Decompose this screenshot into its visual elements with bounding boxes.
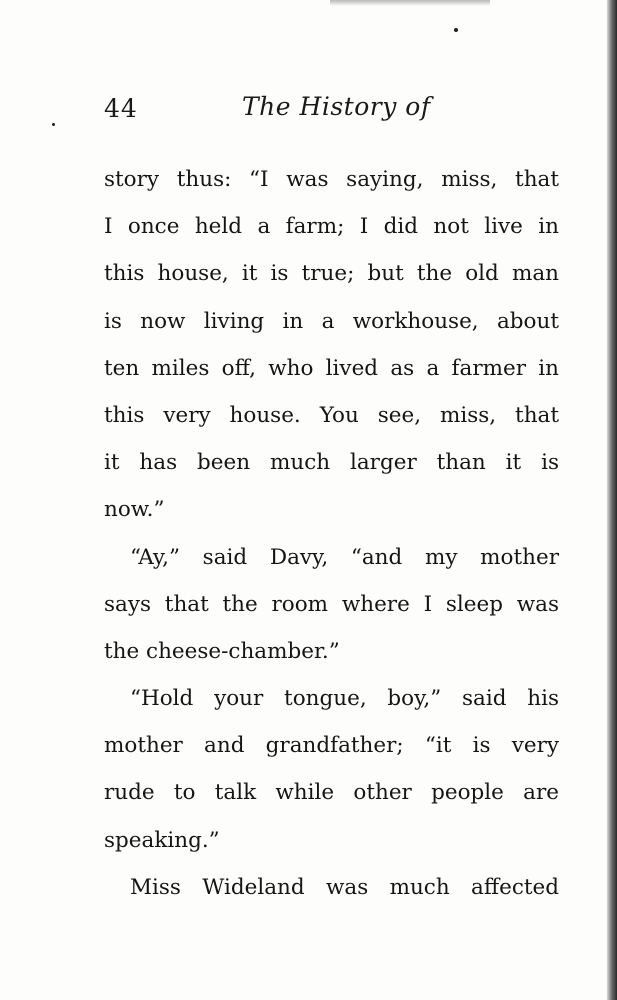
- text-line: mother and grandfather; “it is very: [104, 733, 559, 759]
- page-number: 44: [104, 94, 138, 123]
- text-line: it has been much larger than it is: [104, 450, 559, 476]
- text-line: story thus: “I was saying, miss, that: [104, 167, 559, 192]
- text-line: the cheese-chamber.”: [104, 638, 340, 664]
- ink-speck: [52, 123, 55, 126]
- text-line: ten miles off, who lived as a farmer in: [104, 355, 559, 381]
- body-text: [104, 156, 559, 911]
- scan-edge-right: [607, 0, 617, 1000]
- text-line: speaking.”: [104, 827, 220, 853]
- text-line: now.”: [104, 497, 165, 523]
- page-header: [104, 92, 559, 132]
- text-line: this house, it is true; but the old man: [104, 261, 559, 287]
- text-line: “Hold your tongue, boy,” said his: [130, 686, 559, 712]
- ink-speck: [454, 28, 458, 32]
- text-line: is now living in a workhouse, about: [104, 308, 559, 334]
- text-line: “Ay,” said Davy, “and my mother: [130, 544, 559, 570]
- text-line: this very house. You see, miss, that: [104, 402, 559, 428]
- text-line: says that the room where I sleep was: [104, 591, 559, 617]
- running-title: The History of: [242, 92, 431, 121]
- text-line: I once held a farm; I did not live in: [104, 214, 559, 240]
- text-line: Miss Wideland was much affected: [130, 874, 559, 900]
- scan-edge-top: [330, 0, 490, 6]
- text-line: rude to talk while other people are: [104, 780, 559, 806]
